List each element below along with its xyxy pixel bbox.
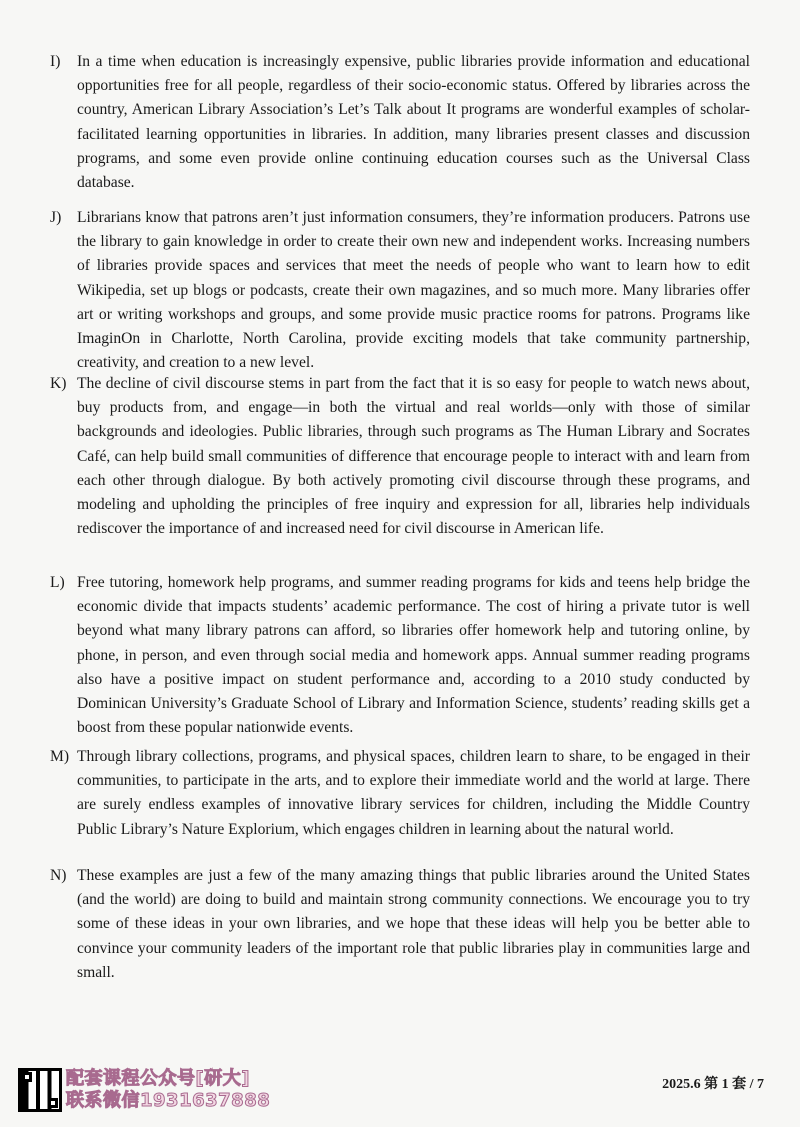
watermark-line-2: 联系微信1931637888 — [66, 1090, 271, 1111]
paragraph-l — [50, 571, 750, 740]
paragraph-text: Through library collections, programs, and physical spaces, children learn to share, to be engaged in their communities, to participate in the arts, and to explore their immediate world and the world at large. There are surely endless examples of innovative library services for children, including the Middle Country Public Library’s Nature Explorium, which engages children in learning about the natural world. — [77, 748, 750, 838]
paragraph-j — [50, 206, 750, 375]
paragraph-text: In a time when education is increasingly expensive, public libraries provide information and educational opportunities free for all people, regardless of their socio-economic status. Offered by libraries across the country, American Library Association’s Let’s Talk about It programs are wonderful examples of scholar-facilitated learning opportunities in libraries. In addition, many libraries present classes and discussion programs, and some even provide online continuing education courses such as the Universal Class database. — [77, 53, 750, 192]
paragraph-k — [50, 372, 750, 541]
watermark — [66, 1068, 270, 1112]
paragraph-label: K) — [50, 375, 67, 392]
paragraph-text: Librarians know that patrons aren’t just information consumers, they’re information producers. Patrons use the library to gain knowledge in order to create their own new and independent works. Increasing numbers of libraries provide spaces and services that meet the needs of people who want to learn how to edit Wikipedia, set up blogs or podcasts, create their own magazines, and so much more. Many libraries offer art or writing workshops and groups, and some provide music practice rooms for patrons. Programs like ImaginOn in Charlotte, North Carolina, provide exciting models that take community partnership, creativity, and creation to a new level. — [77, 209, 750, 372]
paragraph-label: N) — [50, 867, 67, 884]
watermark-line-1: 配套课程公众号[研大] — [66, 1068, 250, 1089]
paragraph-label: L) — [50, 574, 65, 591]
paragraph-text: Free tutoring, homework help programs, and summer reading programs for kids and teens help bridge the economic divide that impacts students’ academic performance. The cost of hiring a private tutor is well beyond what many library patrons can afford, so libraries offer homework help and tutoring online, by phone, in person, and even through social media and homework apps. Annual summer reading programs also have a positive impact on student performance and, according to a 2010 study conducted by Dominican University’s Graduate School of Library and Information Science, students’ reading skills get a boost from these popular nationwide events. — [77, 574, 750, 737]
qr-code-icon — [18, 1068, 62, 1112]
paragraph-text: These examples are just a few of the many amazing things that public libraries around the United States (and the world) are doing to build and maintain strong community connections. We encourage you to try some of these ideas in your own libraries, and we hope that these ideas will help you be better able to convince your community leaders of the important role that public libraries play in communities large and small. — [77, 867, 750, 981]
page-number: 2025.6 第 1 套 / 7 — [662, 1077, 764, 1092]
paragraph-label: I) — [50, 53, 61, 70]
paragraph-m — [50, 745, 750, 842]
paragraph-label: J) — [50, 209, 62, 226]
paragraph-i — [50, 50, 750, 195]
paragraph-n — [50, 864, 750, 985]
paragraph-text: The decline of civil discourse stems in part from the fact that it is so easy for people to watch news about, buy products from, and engage—in both the virtual and real worlds—only with those of similar backgrounds and ideologies. Public libraries, through such programs as The Human Library and Socrates Café, can help build small communities of difference that encourage people to interact with and learn from each other through dialogue. By both actively promoting civil discourse through these programs, and modeling and upholding the principles of free inquiry and expression for all, libraries help individuals rediscover the importance of and increased need for civil discourse in American life. — [77, 375, 750, 538]
paragraph-label: M) — [50, 748, 70, 765]
